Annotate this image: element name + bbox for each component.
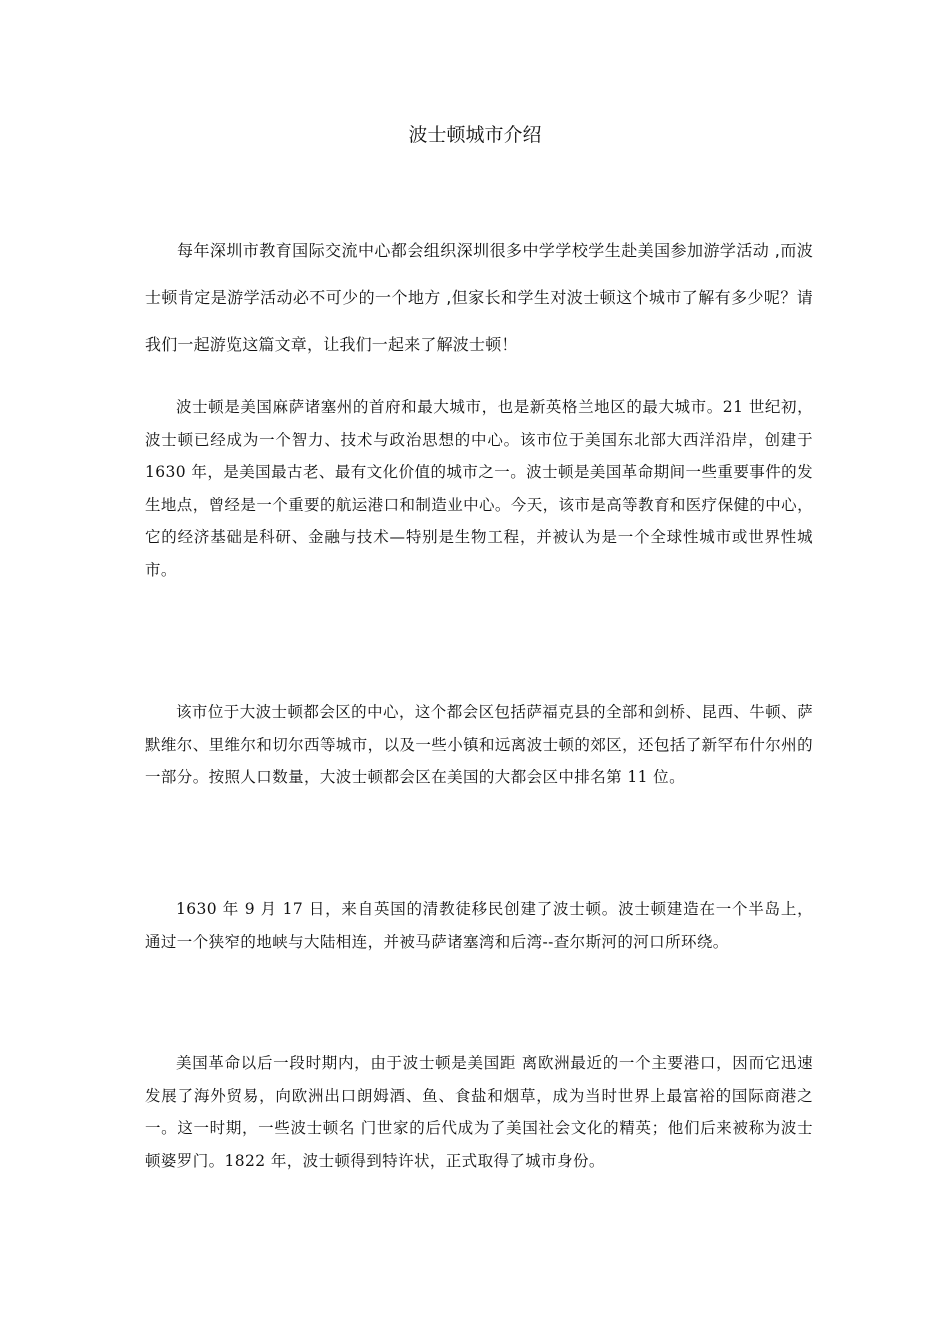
paragraph-city-overview: 波士顿是美国麻萨诸塞州的首府和最大城市，也是新英格兰地区的最大城市。21 世纪初，波士顿已经成为一个智力、技术与政治思想的中心。该市位于美国东北部大西洋沿岸，创建于 1630 年，是美国最古老、最有文化价值的城市之一。波士顿是美国革命期间一些重要事件的发生地点，曾经是一个重要的航运港口和制造业中心。今天，该市是高等教育和医疗保健的中心，它的经济基础是科研、金融与技术—特别是生物工程，并被认为是一个全球性城市或世界性城市。 (145, 398, 813, 579)
paragraph-history-trade: 美国革命以后一段时期内，由于波士顿是美国距 离欧洲最近的一个主要港口，因而它迅速发展了海外贸易，向欧洲出口朗姆酒、鱼、食盐和烟草，成为当时世界上最富裕的国际商港之一。这一时期，一些波士顿名 门世家的后代成为了美国社会文化的精英；他们后来被称为波士顿婆罗门。1822 年，波士顿得到特许状，正式取得了城市身份。 (145, 1054, 813, 1170)
paragraph-metro-area: 该市位于大波士顿都会区的中心，这个都会区包括萨福克县的全部和剑桥、昆西、牛顿、萨默维尔、里维尔和切尔西等城市，以及一些小镇和远离波士顿的郊区，还包括了新罕布什尔州的一部分。按照人口数量，大波士顿都会区在美国的大都会区中排名第 11 位。 (145, 703, 813, 786)
intro-paragraph: 每年深圳市教育国际交流中心都会组织深圳很多中学学校学生赴美国参加游学活动 ,而波士顿肯定是游学活动必不可少的一个地方 ,但家长和学生对波士顿这个城市了解有多少呢？请我们一起游览这篇文章，让我们一起来了解波士顿！ (145, 241, 813, 354)
page-title: 波士顿城市介绍 (408, 124, 542, 146)
paragraph-founding: 1630 年 9 月 17 日，来自英国的清教徒移民创建了波士顿。波士顿建造在一个半岛上，通过一个狭窄的地峡与大陆相连，并被马萨诸塞湾和后湾--查尔斯河的河口所环绕。 (145, 900, 813, 951)
